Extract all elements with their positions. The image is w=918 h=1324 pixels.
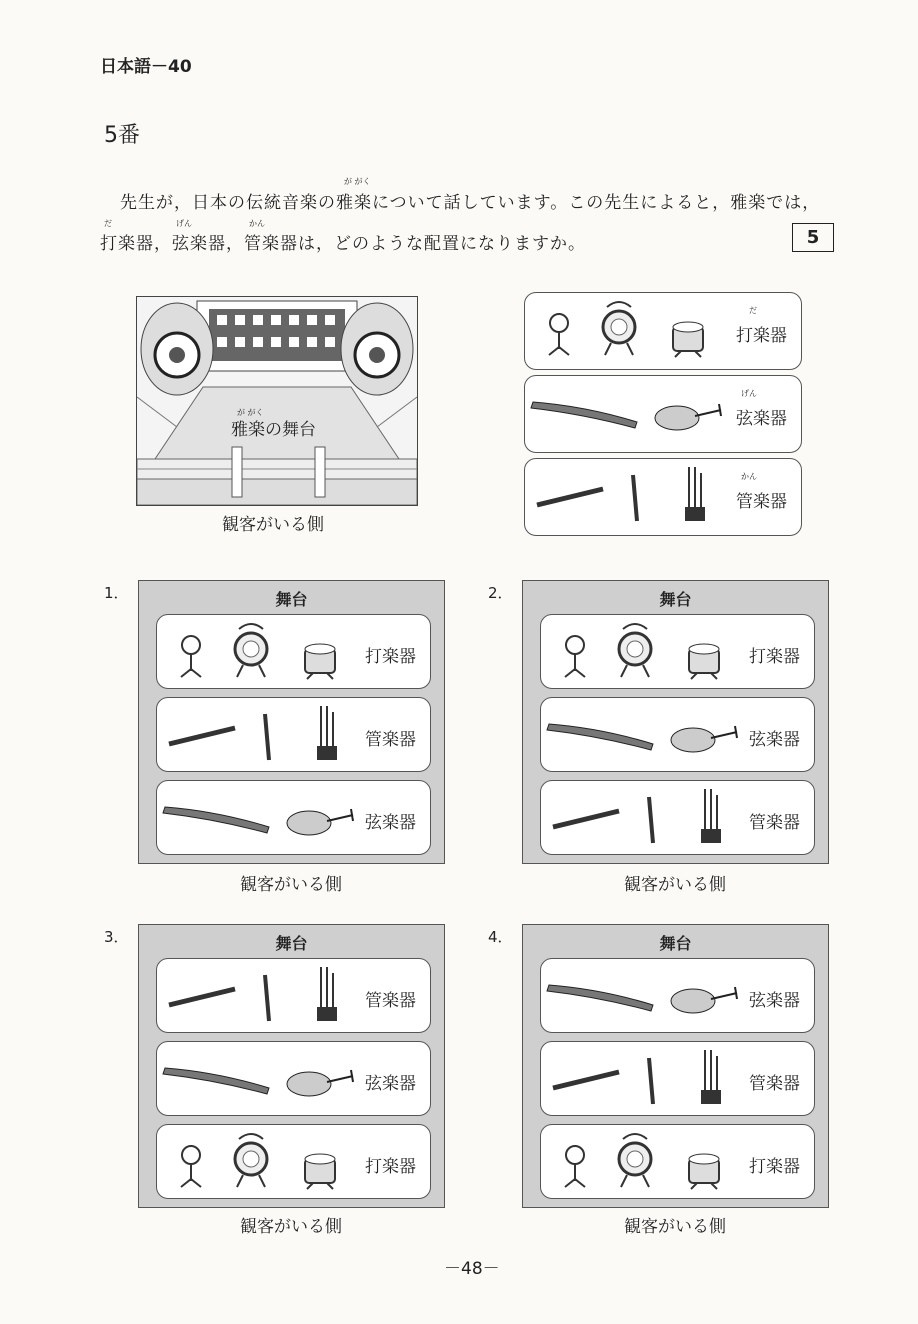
kakko-gong-icon xyxy=(619,1134,651,1187)
taiko-drum-icon xyxy=(689,644,719,679)
hichiriki-icon xyxy=(649,1058,653,1104)
shoko-gong-icon xyxy=(549,314,569,355)
audience-side-caption: 観客がいる側 xyxy=(624,875,726,895)
row-label: 打楽器 xyxy=(749,1157,800,1177)
biwa-lute-icon xyxy=(671,987,737,1013)
row-label: 弦楽器 xyxy=(365,1074,416,1094)
option-number[interactable]: 3． xyxy=(104,928,129,946)
question-number: 5番 xyxy=(104,123,140,148)
ryuteki-flute-icon xyxy=(553,1072,619,1088)
hichiriki-icon xyxy=(265,975,269,1021)
sho-mouth-organ-icon xyxy=(701,1050,721,1104)
option-row xyxy=(156,1041,431,1116)
koto-zither-icon xyxy=(547,724,653,750)
option-row xyxy=(540,697,815,772)
key-wind xyxy=(524,458,802,536)
ruby-gagaku: が がく xyxy=(344,177,371,186)
row-label: 管楽器 xyxy=(749,1074,800,1094)
option-row xyxy=(540,614,815,689)
kakko-gong-icon xyxy=(235,1134,267,1187)
sho-mouth-organ-icon xyxy=(685,467,705,521)
sho-mouth-organ-icon xyxy=(701,789,721,843)
option-number[interactable]: 4． xyxy=(488,928,513,946)
option-row xyxy=(156,697,431,772)
stage-label-ruby: が がく xyxy=(237,408,264,417)
option-row xyxy=(540,780,815,855)
row-label: 管楽器 xyxy=(749,813,800,833)
key-string xyxy=(524,375,802,453)
shoko-gong-icon xyxy=(565,1146,585,1187)
audience-side-caption: 観客がいる側 xyxy=(624,1217,726,1237)
key-ruby: かん xyxy=(741,472,757,481)
ruby-da: だ xyxy=(104,219,112,228)
row-label: 打楽器 xyxy=(365,1157,416,1177)
biwa-lute-icon xyxy=(287,1070,353,1096)
hichiriki-icon xyxy=(649,797,653,843)
key-ruby: げん xyxy=(741,389,757,398)
audience-side-caption: 観客がいる側 xyxy=(240,875,342,895)
hichiriki-icon xyxy=(265,714,269,760)
key-label: 弦楽器 xyxy=(736,409,787,429)
ryuteki-flute-icon xyxy=(553,811,619,827)
row-label: 管楽器 xyxy=(365,730,416,750)
option-number[interactable]: 2． xyxy=(488,584,513,602)
ryuteki-flute-icon xyxy=(169,989,235,1005)
row-label: 弦楽器 xyxy=(749,991,800,1011)
ruby-gen: げん xyxy=(176,219,192,228)
option-row xyxy=(156,1124,431,1199)
ruby-kan: かん xyxy=(249,219,265,228)
hichiriki-icon xyxy=(633,475,637,521)
sho-mouth-organ-icon xyxy=(317,706,337,760)
option-row xyxy=(156,780,431,855)
row-label: 打楽器 xyxy=(749,647,800,667)
stage-title: 舞台 xyxy=(659,934,692,953)
taiko-drum-icon xyxy=(305,1154,335,1189)
option-3-panel[interactable] xyxy=(138,924,445,1208)
biwa-lute-icon xyxy=(671,726,737,752)
ryuteki-flute-icon xyxy=(169,728,235,744)
key-label: 管楽器 xyxy=(736,492,787,512)
biwa-lute-icon xyxy=(655,404,721,430)
key-ruby: だ xyxy=(749,306,757,315)
sho-mouth-organ-icon xyxy=(317,967,337,1021)
option-row xyxy=(156,614,431,689)
stage-title: 舞台 xyxy=(275,590,308,609)
row-label: 管楽器 xyxy=(365,991,416,1011)
kakko-gong-icon xyxy=(603,302,635,355)
option-row xyxy=(540,1124,815,1199)
row-label: 弦楽器 xyxy=(365,813,416,833)
option-row xyxy=(156,958,431,1033)
audience-side-caption: 観客がいる側 xyxy=(222,515,324,535)
gagaku-stage-illustration xyxy=(136,296,418,506)
question-line-2: 打楽器，弦楽器，管楽器は，どのような配置になりますか。 xyxy=(100,234,586,254)
page-number: －48－ xyxy=(444,1259,500,1279)
taiko-drum-icon xyxy=(305,644,335,679)
option-row xyxy=(540,958,815,1033)
option-4-panel[interactable] xyxy=(522,924,829,1208)
kakko-gong-icon xyxy=(619,624,651,677)
ryuteki-flute-icon xyxy=(537,489,603,505)
stage-title: 舞台 xyxy=(275,934,308,953)
question-line-1: 先生が，日本の伝統音楽の雅楽について話しています。この先生によると，雅楽では， xyxy=(120,193,821,213)
taiko-drum-icon xyxy=(673,322,703,357)
koto-zither-icon xyxy=(163,1068,269,1094)
key-label: 打楽器 xyxy=(736,326,787,346)
koto-zither-icon xyxy=(547,985,653,1011)
option-number[interactable]: 1． xyxy=(104,584,129,602)
shoko-gong-icon xyxy=(565,636,585,677)
biwa-lute-icon xyxy=(287,809,353,835)
option-2-panel[interactable] xyxy=(522,580,829,864)
koto-zither-icon xyxy=(531,402,637,428)
row-label: 打楽器 xyxy=(365,647,416,667)
option-1-panel[interactable] xyxy=(138,580,445,864)
audience-side-caption: 観客がいる側 xyxy=(240,1217,342,1237)
page-header: 日本語－40 xyxy=(100,57,192,77)
row-label: 弦楽器 xyxy=(749,730,800,750)
shoko-gong-icon xyxy=(181,1146,201,1187)
key-percussion xyxy=(524,292,802,370)
stage-title: 舞台 xyxy=(659,590,692,609)
koto-zither-icon xyxy=(163,807,269,833)
kakko-gong-icon xyxy=(235,624,267,677)
stage-label: 雅楽の舞台 xyxy=(231,420,316,440)
option-row xyxy=(540,1041,815,1116)
shoko-gong-icon xyxy=(181,636,201,677)
question-number-box: 5 xyxy=(792,223,834,252)
taiko-drum-icon xyxy=(689,1154,719,1189)
